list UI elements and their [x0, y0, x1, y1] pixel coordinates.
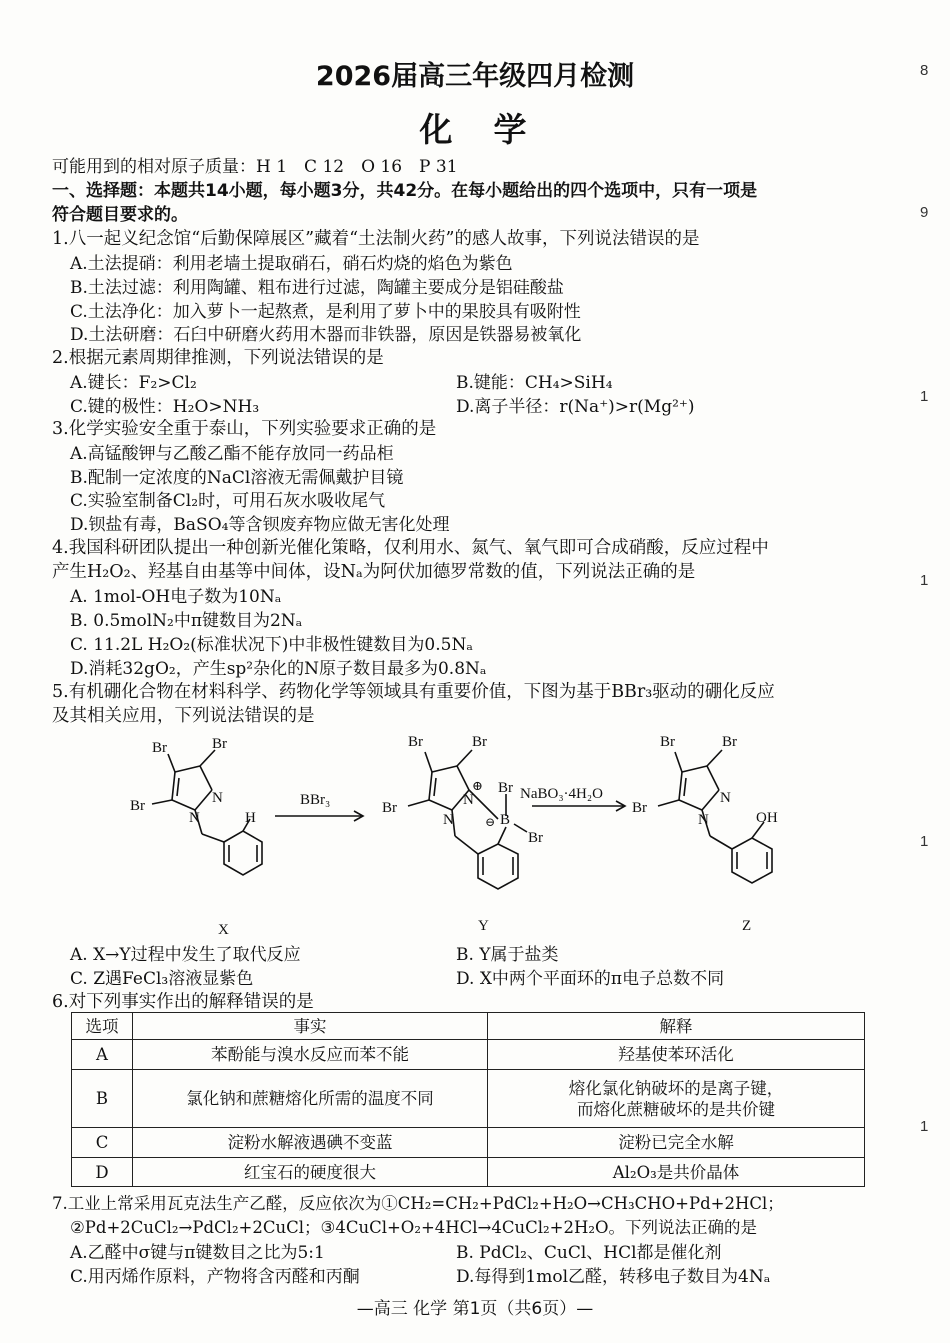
q2-option-c: C.键的极性：H₂O>NH₃ — [70, 397, 260, 417]
table-cell-explanation: 羟基使苯环活化 — [488, 1040, 865, 1070]
reagent-nabo3: NaBO₃·4H₂O — [520, 786, 603, 802]
q7-option-c: C.用丙烯作原料，产物将含丙醛和丙酮 — [70, 1267, 360, 1287]
question-4-stem-line1: 4.我国科研团队提出一种创新光催化策略，仅利用水、氮气、氧气即可合成硝酸，反应过程中 — [52, 538, 769, 558]
q3-option-b: B.配制一定浓度的NaCl溶液无需佩戴护目镜 — [70, 468, 404, 488]
x-br-top-left: Br — [152, 740, 167, 756]
z-br-left: Br — [632, 800, 647, 816]
q1-option-b: B.土法过滤：利用陶罐、粗布进行过滤，陶罐主要成分是铝硅酸盐 — [70, 278, 564, 298]
q4-option-d: D.消耗32gO₂，产生sp²杂化的N原子数目最多为0.8Nₐ — [70, 659, 487, 679]
z-oh: OH — [756, 810, 778, 826]
question-2-stem: 2.根据元素周期律推测，下列说法错误的是 — [52, 348, 384, 368]
y-br-top-left: Br — [408, 734, 423, 750]
q5-option-c: C. Z遇FeCl₃溶液显紫色 — [70, 969, 254, 989]
q2-option-d: D.离子半径：r(Na⁺)>r(Mg²⁺) — [456, 397, 695, 417]
table-header: 选项 — [72, 1013, 133, 1040]
q3-option-d: D.钡盐有毒，BaSO₄等含钡废弃物应做无害化处理 — [70, 515, 450, 535]
reagent-bbr3: BBr₃ — [300, 792, 331, 808]
margin-mark: 1 — [920, 388, 929, 405]
table-cell-option: D — [72, 1158, 133, 1187]
table-row — [72, 1070, 865, 1128]
table-cell-option: A — [72, 1040, 133, 1070]
q2-option-b: B.键能：CH₄>SiH₄ — [456, 373, 613, 393]
subject-title: 化 学 — [419, 110, 531, 149]
table-cell-option: B — [72, 1070, 133, 1128]
y-boron: B — [500, 812, 511, 828]
explanation-line: 熔化氯化钠破坏的是离子键， — [568, 1078, 784, 1098]
table-cell-fact: 红宝石的硬度很大 — [133, 1158, 488, 1187]
q5-option-b: B. Y属于盐类 — [456, 945, 559, 965]
margin-mark: 8 — [920, 62, 929, 79]
question-4-stem-line2: 产生H₂O₂、羟基自由基等中间体，设Nₐ为阿伏加德罗常数的值，下列说法正确的是 — [52, 562, 696, 582]
table-cell-fact: 苯酚能与溴水反应而苯不能 — [133, 1040, 488, 1070]
y-br-top-right: Br — [472, 734, 487, 750]
margin-mark: 1 — [920, 572, 929, 589]
x-br-left: Br — [130, 798, 145, 814]
question-6-stem: 6.对下列事实作出的解释错误的是 — [52, 992, 314, 1012]
page-footer: —高三 化学 第1页（共6页）— — [356, 1299, 594, 1319]
q4-option-a: A. 1mol-OH电子数为10Nₐ — [70, 587, 282, 607]
table-cell-option: C — [72, 1128, 133, 1158]
y-br-on-b-right: Br — [528, 830, 543, 846]
section-instructions-line2: 符合题目要求的。 — [52, 205, 188, 225]
label-z: Z — [742, 918, 752, 934]
question-7-stem-line1: 7.工业上常采用瓦克法生产乙醛，反应依次为①CH₂=CH₂+PdCl₂+H₂O→CH₃CHO+Pd+2HCl； — [52, 1194, 784, 1213]
exam-title: 2026届高三年级四月检测 — [315, 61, 635, 92]
table-cell-explanation — [488, 1070, 865, 1128]
x-n2: N — [212, 790, 223, 806]
section-instructions-line1: 一、选择题：本题共14小题，每小题3分，共42分。在每小题给出的四个选项中，只有一项是 — [52, 181, 758, 201]
z-br-top-right: Br — [722, 734, 737, 750]
q7-option-b: B. PdCl₂、CuCl、HCl都是催化剂 — [456, 1243, 722, 1263]
question-7-stem-line2: ②Pd+2CuCl₂→PdCl₂+2CuCl；③4CuCl+O₂+4HCl→4CuCl₂+2H₂O。下列说法正确的是 — [70, 1218, 757, 1237]
q1-option-d: D.土法研磨：石臼中研磨火药用木器而非铁器，原因是铁器易被氧化 — [70, 325, 582, 345]
q3-option-a: A.高锰酸钾与乙酸乙酯不能存放同一药品柜 — [70, 444, 394, 464]
q3-option-c: C.实验室制备Cl₂时，可用石灰水吸收尾气 — [70, 491, 386, 511]
table-header-row — [72, 1013, 865, 1040]
explanation-line: 而熔化蔗糖破坏的是共价键 — [577, 1099, 775, 1119]
x-h: H — [245, 810, 256, 826]
label-y: Y — [478, 918, 489, 934]
question-3-stem: 3.化学实验安全重于泰山，下列实验要求正确的是 — [52, 419, 437, 439]
q7-option-a: A.乙醛中σ键与π键数目之比为5:1 — [70, 1243, 325, 1263]
q7-option-d: D.每得到1mol乙醛，转移电子数目为4Nₐ — [456, 1267, 771, 1287]
explanation-table — [71, 1012, 865, 1187]
q4-option-b: B. 0.5molN₂中π键数目为2Nₐ — [70, 611, 303, 631]
y-n1: N — [443, 812, 454, 828]
q1-option-a: A.土法提硝：利用老墙土提取硝石，硝石灼烧的焰色为紫色 — [70, 254, 513, 274]
table-header: 解释 — [488, 1013, 865, 1040]
q5-option-d: D. X中两个平面环的π电子总数不同 — [456, 969, 725, 989]
z-n2: N — [720, 790, 731, 806]
borylation-reaction-scheme — [100, 724, 860, 940]
table-cell-explanation: 淀粉已完全水解 — [488, 1128, 865, 1158]
question-1-stem: 1.八一起义纪念馆“后勤保障展区”藏着“土法制火药”的感人故事，下列说法错误的是 — [52, 229, 700, 249]
margin-mark: 9 — [920, 204, 929, 221]
table-row — [72, 1158, 865, 1187]
y-plus-charge: ⊕ — [472, 778, 483, 793]
y-minus-charge: ⊖ — [485, 815, 496, 829]
molecule-z — [658, 750, 772, 883]
label-x: X — [218, 922, 229, 938]
question-5-stem-line1: 5.有机硼化合物在材料科学、药物化学等领域具有重要价值，下图为基于BBr₃驱动的硼化反应 — [52, 682, 775, 702]
table-cell-explanation: Al₂O₃是共价晶体 — [488, 1158, 865, 1187]
table-cell-fact: 氯化钠和蔗糖熔化所需的温度不同 — [133, 1070, 488, 1128]
question-5-stem-line2: 及其相关应用，下列说法错误的是 — [52, 706, 315, 726]
atomic-masses: 可能用到的相对原子质量：H 1 C 12 O 16 P 31 — [52, 157, 458, 177]
y-br-left: Br — [382, 800, 397, 816]
table-cell-fact: 淀粉水解液遇碘不变蓝 — [133, 1128, 488, 1158]
table-header: 事实 — [133, 1013, 488, 1040]
margin-mark: 1 — [920, 1118, 929, 1135]
q4-option-c: C. 11.2L H₂O₂(标准状况下)中非极性键数目为0.5Nₐ — [70, 635, 473, 655]
x-n1: N — [189, 810, 200, 826]
margin-mark: 1 — [920, 833, 929, 850]
q1-option-c: C.土法净化：加入萝卜一起熬煮，是利用了萝卜中的果胶具有吸附性 — [70, 302, 581, 322]
y-br-on-b-top: Br — [498, 780, 513, 796]
table-row — [72, 1128, 865, 1158]
table-row — [72, 1040, 865, 1070]
q5-option-a: A. X→Y过程中发生了取代反应 — [70, 945, 301, 965]
y-n2: N — [463, 792, 474, 808]
x-br-top-right: Br — [212, 736, 227, 752]
z-br-top-left: Br — [660, 734, 675, 750]
q2-option-a: A.键长：F₂>Cl₂ — [70, 373, 197, 393]
z-n1: N — [698, 812, 709, 828]
